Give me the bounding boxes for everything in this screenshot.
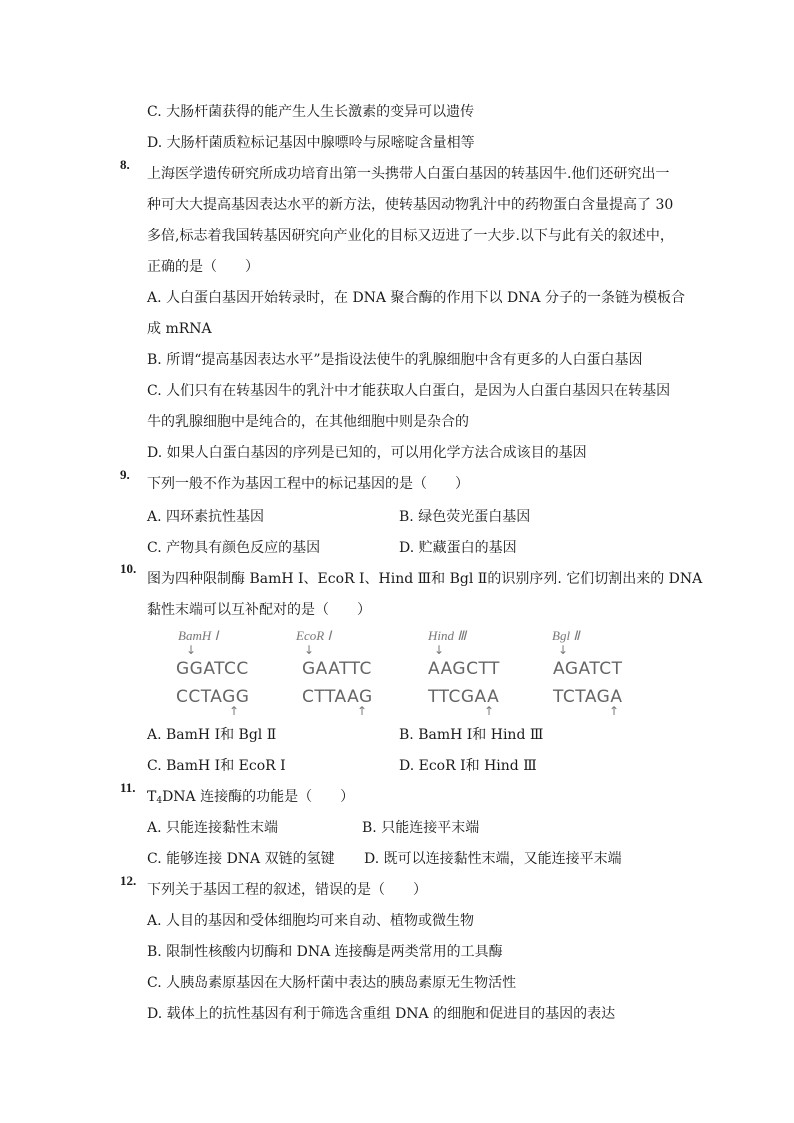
- enzyme-bamhi-bottom-strand: CCTAGG: [176, 687, 250, 707]
- enzyme-bglii-bottom-strand: TCTAGA: [553, 687, 623, 707]
- cut-arrow-up-icon: ↑: [357, 704, 368, 718]
- enzyme-hindiii-bottom-strand: TTCGAA: [428, 687, 500, 707]
- enzyme-hindiii-top-strand: AAGCTT: [428, 659, 500, 679]
- q8-option-c-line-1: C. 人们只有在转基因牛的乳汁中才能获取人白蛋白，是因为人白蛋白基因只在转基因: [147, 383, 671, 399]
- q12-stem: 下列关于基因工程的叙述，错误的是（ ）: [147, 882, 427, 898]
- cut-arrow-down-icon: ↓: [186, 643, 197, 657]
- q11-option-c: C. 能够连接 DNA 双链的氢键: [147, 851, 335, 867]
- enzyme-ecori-name: EcoR Ⅰ: [296, 628, 332, 643]
- q10-stem-line-1: 图为四种限制酶 BamH Ⅰ、EcoR Ⅰ、Hind Ⅲ和 Bgl Ⅱ的识别序列. 它们切割出来的 DNA: [147, 571, 703, 587]
- cut-arrow-up-icon: ↑: [484, 704, 495, 718]
- q9-option-d: D. 贮藏蛋白的基因: [399, 540, 517, 556]
- q10-option-c: C. BamH Ⅰ和 EcoR Ⅰ: [147, 758, 286, 774]
- q8-option-a-line-1: A. 人白蛋白基因开始转录时，在 DNA 聚合酶的作用下以 DNA 分子的一条链为模板合: [147, 290, 685, 306]
- q10-number: 10.: [120, 561, 137, 576]
- q10-option-d: D. EcoR Ⅰ和 Hind Ⅲ: [399, 758, 537, 774]
- q11-number: 11.: [120, 780, 136, 795]
- enzyme-bamhi-name: BamH Ⅰ: [178, 628, 219, 643]
- q8-option-c-line-2: 牛的乳腺细胞中是纯合的，在其他细胞中则是杂合的: [147, 414, 469, 430]
- enzyme-ecori-top-strand: GAATTC: [302, 659, 372, 679]
- q9-number: 9.: [120, 467, 130, 482]
- q11-stem-rest: DNA 连接酶的功能是（ ）: [162, 789, 355, 805]
- q12-option-c: C. 人胰岛素原基因在大肠杆菌中表达的胰岛素原无生物活性: [147, 975, 517, 991]
- q11-option-b: B. 只能连接平末端: [362, 820, 480, 836]
- q8-stem-line-2: 种可大大提高基因表达水平的新方法，使转基因动物乳汁中的药物蛋白含量提高了 30: [147, 197, 674, 213]
- cut-arrow-up-icon: ↑: [229, 704, 240, 718]
- q10-option-a: A. BamH Ⅰ和 Bgl Ⅱ: [147, 727, 277, 743]
- q12-option-b: B. 限制性核酸内切酶和 DNA 连接酶是两类常用的工具酶: [147, 944, 503, 960]
- q8-option-b: B. 所谓“提高基因表达水平”是指设法使牛的乳腺细胞中含有更多的人白蛋白基因: [147, 352, 643, 368]
- q8-stem-line-3: 多倍,标志着我国转基因研究向产业化的目标又迈进了一大步.以下与此有关的叙述中，: [147, 228, 674, 244]
- q11-stem-prefix: T: [147, 789, 157, 805]
- q9-option-a: A. 四环素抗性基因: [147, 509, 265, 525]
- q12-number: 12.: [120, 873, 137, 888]
- enzyme-ecori-bottom-strand: CTTAAG: [302, 687, 373, 707]
- q9-option-b: B. 绿色荧光蛋白基因: [399, 509, 531, 525]
- q8-number: 8.: [120, 157, 130, 172]
- q11-stem-subscript: 4: [156, 796, 163, 806]
- cut-arrow-down-icon: ↓: [434, 643, 445, 657]
- q8-option-d: D. 如果人白蛋白基因的序列是已知的，可以用化学方法合成该目的基因: [147, 445, 587, 461]
- q7-option-c: C. 大肠杆菌获得的能产生人生长激素的变异可以遗传: [147, 104, 475, 120]
- cut-arrow-down-icon: ↓: [304, 643, 315, 657]
- q10-option-b: B. BamH Ⅰ和 Hind Ⅲ: [399, 727, 544, 743]
- cut-arrow-down-icon: ↓: [558, 643, 569, 657]
- q11-stem: [147, 787, 354, 811]
- q11-option-a: A. 只能连接黏性末端: [147, 820, 279, 836]
- q9-stem: 下列一般不作为基因工程中的标记基因的是（ ）: [147, 476, 469, 492]
- q7-option-d: D. 大肠杆菌质粒标记基因中腺嘌呤与尿嘧啶含量相等: [147, 135, 475, 151]
- enzyme-hindiii-name: Hind Ⅲ: [428, 628, 467, 643]
- cut-arrow-up-icon: ↑: [609, 704, 620, 718]
- q9-option-c: C. 产物具有颜色反应的基因: [147, 540, 321, 556]
- q8-stem-line-4: 正确的是（ ）: [147, 259, 259, 275]
- q11-option-d: D. 既可以连接黏性末端，又能连接平末端: [364, 851, 622, 867]
- q8-option-a-line-2: 成 mRNA: [147, 321, 212, 337]
- q8-stem-line-1: 上海医学遗传研究所成功培育出第一头携带人白蛋白基因的转基因牛.他们还研究出一: [147, 166, 670, 182]
- q12-option-d: D. 载体上的抗性基因有利于筛选含重组 DNA 的细胞和促进目的基因的表达: [147, 1006, 616, 1022]
- enzyme-bglii-name: Bgl Ⅱ: [552, 628, 580, 643]
- enzyme-bamhi-top-strand: GGATCC: [176, 659, 249, 679]
- enzyme-bglii-top-strand: AGATCT: [553, 659, 623, 679]
- q12-option-a: A. 人目的基因和受体细胞均可来自动、植物或微生物: [147, 913, 475, 929]
- q10-stem-line-2: 黏性末端可以互补配对的是（ ）: [147, 602, 371, 618]
